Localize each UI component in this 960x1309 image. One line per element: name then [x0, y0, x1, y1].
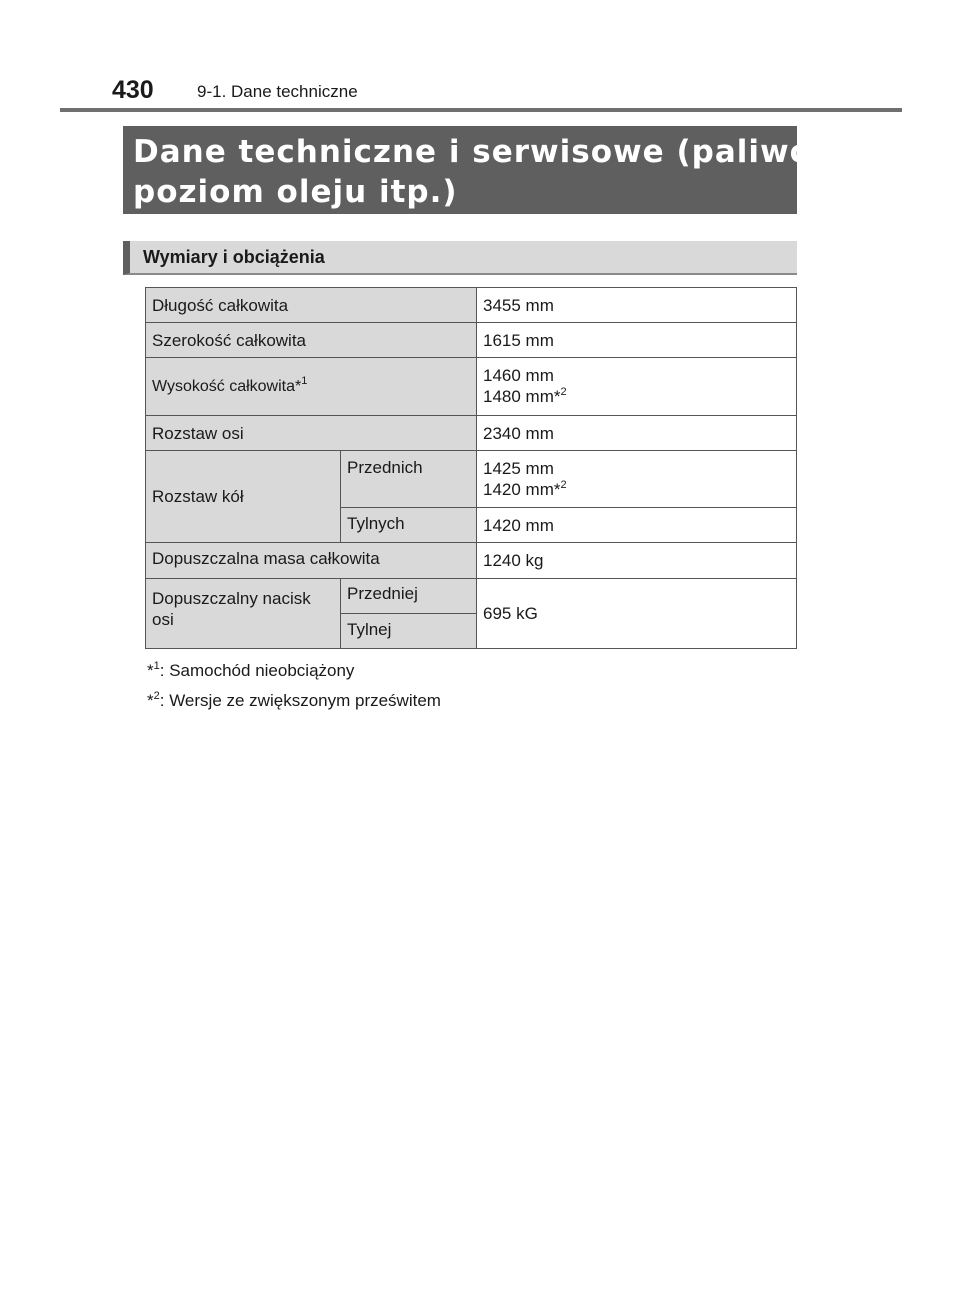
table-row — [146, 416, 797, 451]
table-value-cell — [477, 358, 797, 416]
footnote-mark: * — [147, 661, 154, 680]
footnote-ref: 2 — [560, 479, 567, 491]
axle-load-label-line-1: Dopuszczalny nacisk — [152, 589, 311, 608]
track-front-value-raised — [483, 479, 790, 500]
table-value-cell: 1240 kg — [477, 543, 797, 579]
table-sublabel-cell: Tylnej — [341, 614, 477, 649]
track-front-value-raised-text: 1420 mm* — [483, 480, 561, 499]
table-row — [146, 288, 797, 323]
table-sublabel-cell: Przedniej — [341, 579, 477, 614]
footnote-mark: * — [147, 691, 154, 710]
table-sublabel-cell: Tylnych — [341, 508, 477, 543]
table-value-cell — [477, 451, 797, 508]
page-number: 430 — [112, 76, 154, 104]
footnote-ref: 2 — [560, 386, 567, 398]
table-value-cell: 3455 mm — [477, 288, 797, 323]
table-label-cell: Szerokość całkowita — [146, 323, 477, 358]
footnote-text: : Samochód nieobciążony — [159, 661, 355, 680]
page-title-line-1: Dane techniczne i serwisowe (paliwo, — [133, 134, 825, 170]
table-row — [146, 543, 797, 579]
axle-load-label-line-2: osi — [152, 610, 174, 629]
table-row — [146, 579, 797, 614]
footnote-number: 1 — [153, 660, 160, 672]
height-value-raised — [483, 386, 790, 407]
page-title — [123, 126, 825, 214]
page-title-line-2: poziom oleju itp.) — [133, 174, 458, 210]
height-value-raised-text: 1480 mm* — [483, 387, 561, 406]
section-subheader-text: Wymiary i obciążenia — [143, 247, 325, 267]
table-label-cell: Rozstaw kół — [146, 451, 341, 543]
height-label-text: Wysokość całkowita* — [152, 378, 302, 395]
table-sublabel-cell: Przednich — [341, 451, 477, 508]
table-value-cell: 1420 mm — [477, 508, 797, 543]
height-value-standard: 1460 mm — [483, 366, 554, 385]
table-label-cell — [146, 579, 341, 649]
header-divider — [60, 108, 902, 112]
table-value-cell: 1615 mm — [477, 323, 797, 358]
table-row — [146, 323, 797, 358]
table-value-cell: 695 kG — [477, 579, 797, 649]
table-label-cell: Długość całkowita — [146, 288, 477, 323]
section-breadcrumb: 9-1. Dane techniczne — [197, 82, 358, 101]
table-label-cell: Dopuszczalna masa całkowita — [146, 543, 477, 579]
table-label-cell — [146, 358, 477, 416]
dimensions-table — [145, 287, 797, 649]
footnote-number: 2 — [153, 690, 160, 702]
table-row — [146, 451, 797, 508]
table-label-cell: Rozstaw osi — [146, 416, 477, 451]
footnote-1 — [147, 661, 354, 681]
footnote-text: : Wersje ze zwiększonym prześwitem — [159, 691, 441, 710]
track-front-value-standard: 1425 mm — [483, 459, 554, 478]
footnote-ref: 1 — [301, 375, 308, 387]
table-value-cell: 2340 mm — [477, 416, 797, 451]
table-row — [146, 358, 797, 416]
section-subheader — [123, 241, 797, 275]
footnote-2 — [147, 691, 441, 711]
